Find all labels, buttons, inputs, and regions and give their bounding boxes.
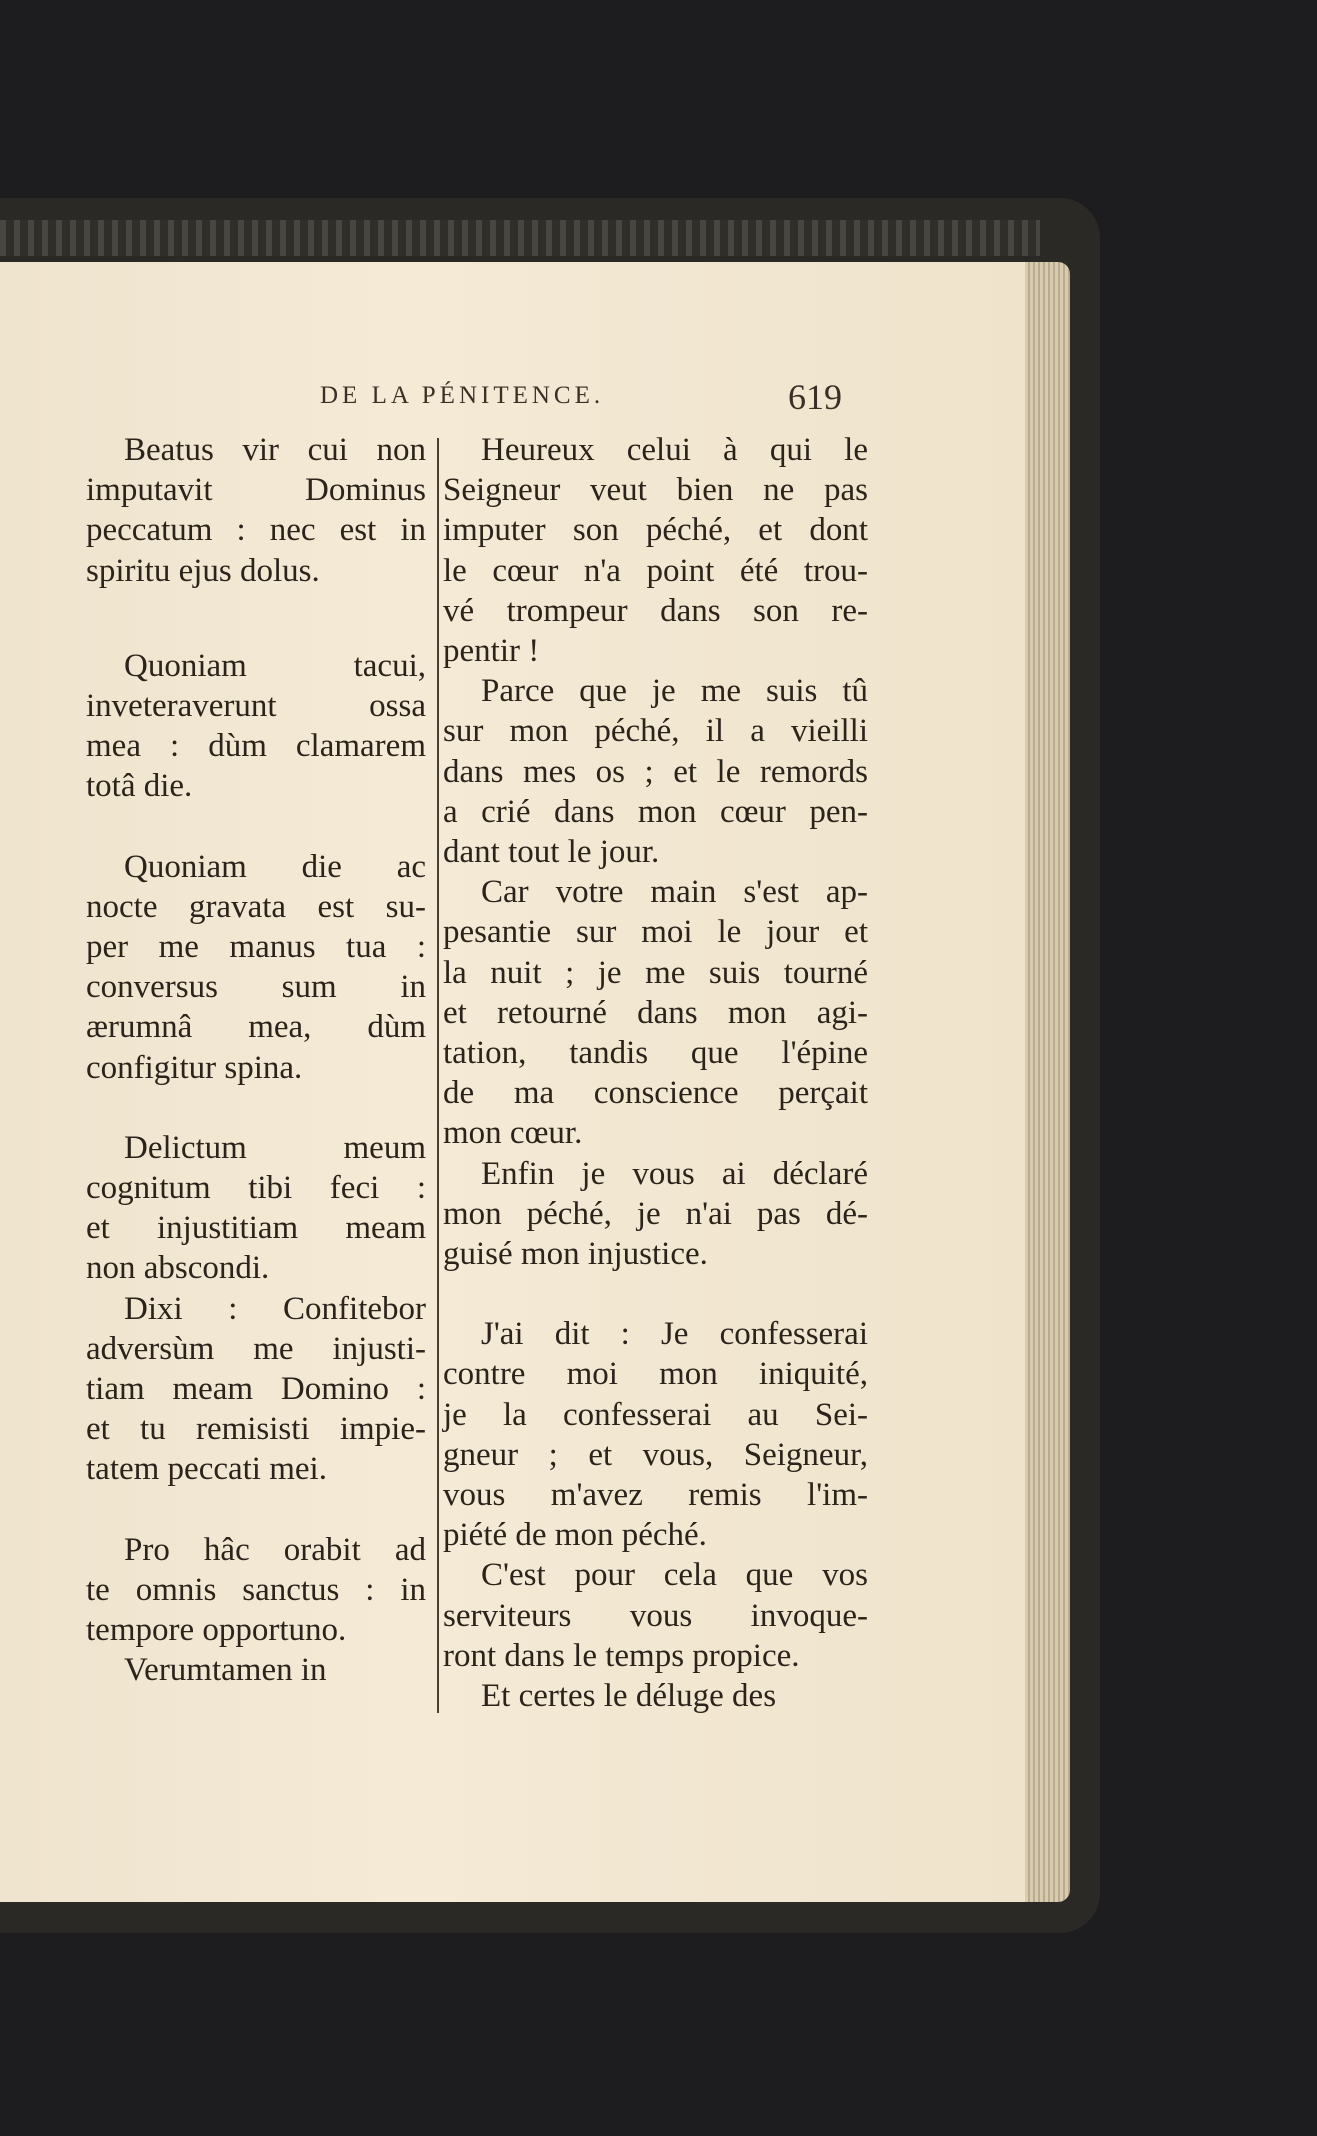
- latin-line: et injustitiam meam: [86, 1210, 426, 1247]
- latin-line: Quoniam die ac: [124, 848, 426, 885]
- latin-line: per me manus tua :: [86, 929, 426, 966]
- french-line: sur mon péché, il a vieilli: [443, 713, 868, 750]
- latin-verse: [86, 1289, 426, 1490]
- french-line: mon péché, je n'ai pas dé-: [443, 1195, 868, 1232]
- french-verse: [443, 872, 868, 1153]
- french-line: pentir !: [443, 633, 540, 670]
- french-line: contre moi mon iniquité,: [443, 1356, 868, 1393]
- latin-line: et tu remisisti impie-: [86, 1411, 426, 1448]
- french-line: je la confesserai au Sei-: [443, 1396, 868, 1433]
- latin-line: Quoniam tacui,: [124, 647, 426, 684]
- running-head: DE LA PÉNITENCE.: [320, 382, 605, 409]
- latin-column: [86, 430, 426, 1690]
- latin-line: tempore opportuno.: [86, 1612, 347, 1649]
- latin-line: Beatus vir cui non: [124, 432, 426, 468]
- latin-verse: [86, 430, 426, 591]
- french-line: Heureux celui à qui le: [481, 432, 868, 468]
- latin-line: configitur spina.: [86, 1049, 303, 1086]
- french-line: dans mes os ; et le remords: [443, 753, 868, 790]
- french-column: [443, 430, 868, 1716]
- latin-line: spiritu ejus dolus.: [86, 552, 320, 589]
- french-line: tation, tandis que l'épine: [443, 1035, 868, 1072]
- french-line: le cœur n'a point été trou-: [443, 552, 868, 589]
- latin-verse: [86, 1530, 426, 1651]
- french-line: Enfin je vous ai déclaré: [481, 1155, 868, 1192]
- latin-verse: [86, 646, 426, 807]
- latin-line: nocte gravata est su-: [86, 888, 426, 925]
- french-line: serviteurs vous invoque-: [443, 1597, 868, 1634]
- french-line: Seigneur veut bien ne pas: [443, 472, 868, 509]
- latin-line: tatem peccati mei.: [86, 1451, 327, 1488]
- french-line: mon cœur.: [443, 1115, 583, 1152]
- latin-verse: [86, 847, 426, 1088]
- french-line: de ma conscience perçait: [443, 1075, 868, 1112]
- french-line: Parce que je me suis tû: [481, 673, 868, 710]
- column-divider: [437, 438, 439, 1713]
- french-line: ront dans le temps propice.: [443, 1637, 800, 1674]
- french-line: et retourné dans mon agi-: [443, 994, 868, 1031]
- french-verse: [443, 1555, 868, 1676]
- french-verse: [443, 1676, 868, 1716]
- latin-line: mea : dùm clamarem: [86, 728, 426, 765]
- latin-verse: [86, 1650, 426, 1690]
- french-line: a crié dans mon cœur pen-: [443, 793, 868, 830]
- french-verse: [443, 430, 868, 671]
- french-verse: [443, 1314, 868, 1555]
- latin-line: cognitum tibi feci :: [86, 1170, 426, 1207]
- french-line: imputer son péché, et dont: [443, 512, 868, 549]
- latin-line: Verumtamen in: [124, 1652, 327, 1689]
- latin-line: Delictum meum: [124, 1129, 426, 1166]
- cover-stitching: [0, 220, 1040, 256]
- french-line: pesantie sur moi le jour et: [443, 914, 868, 951]
- french-line: J'ai dit : Je confesserai: [481, 1316, 868, 1353]
- latin-line: Dixi : Confitebor: [124, 1290, 426, 1327]
- french-line: dant tout le jour.: [443, 834, 660, 871]
- french-line: Et certes le déluge des: [481, 1678, 777, 1715]
- latin-line: peccatum : nec est in: [86, 512, 426, 549]
- french-line: la nuit ; je me suis tourné: [443, 954, 868, 991]
- page-number: 619: [788, 377, 842, 417]
- french-line: piété de mon péché.: [443, 1517, 707, 1554]
- french-verse: [443, 671, 868, 872]
- latin-line: te omnis sanctus : in: [86, 1571, 426, 1608]
- french-line: C'est pour cela que vos: [481, 1557, 868, 1594]
- latin-line: ærumnâ mea, dùm: [86, 1009, 426, 1046]
- french-line: vé trompeur dans son re-: [443, 592, 868, 629]
- latin-line: adversùm me injusti-: [86, 1330, 426, 1367]
- latin-line: inveteraverunt ossa: [86, 688, 426, 725]
- french-verse: [443, 1154, 868, 1275]
- latin-line: Pro hâc orabit ad: [124, 1531, 426, 1568]
- latin-line: imputavit Dominus: [86, 472, 426, 509]
- french-line: gneur ; et vous, Seigneur,: [443, 1436, 868, 1473]
- french-line: vous m'avez remis l'im-: [443, 1477, 868, 1514]
- latin-line: conversus sum in: [86, 969, 426, 1006]
- french-line: Car votre main s'est ap-: [481, 874, 868, 911]
- latin-verse: [86, 1128, 426, 1289]
- french-line: guisé mon injustice.: [443, 1236, 708, 1273]
- latin-line: totâ die.: [86, 768, 193, 805]
- latin-line: tiam meam Domino :: [86, 1371, 426, 1408]
- latin-line: non abscondi.: [86, 1250, 270, 1287]
